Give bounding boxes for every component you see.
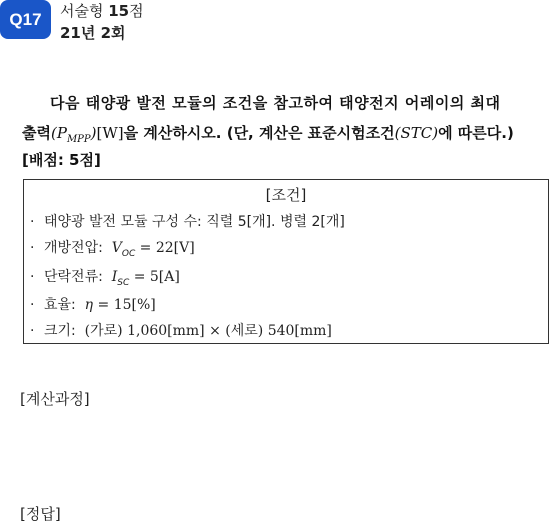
condition-efficiency: · 효율: η = 15[%] — [30, 297, 156, 313]
question-line-1: 다음 태양광 발전 모듈의 조건을 참고하여 태양전지 어레이의 최대 — [50, 94, 501, 112]
question-number-badge: Q17 — [0, 0, 51, 39]
condition-module-count: · 태양광 발전 모듈 구성 수: 직렬 5[개]. 병렬 2[개] — [30, 214, 345, 230]
answer-label: [정답] — [20, 505, 61, 523]
condition-short-current: · 단락전류: $I_{SC} = 5[A]$ — [30, 269, 180, 288]
question-line-2: 출력$(P_{MPP})[W]$을 계산하시오. (단, 계산은 표준시험조건(STC)에 따른다.) — [22, 124, 514, 145]
conditions-box — [23, 179, 549, 344]
exam-year: 21년 2회 — [60, 24, 126, 42]
conditions-title: [조건] — [265, 186, 307, 204]
question-type: 서술형 15점 — [60, 2, 144, 20]
score-label: [배점: 5점] — [22, 151, 101, 169]
calculation-process-label: [계산과정] — [20, 390, 90, 408]
condition-open-voltage: · 개방전압: $V_{OC} = 22[V]$ — [30, 240, 195, 259]
question-text — [22, 88, 554, 155]
condition-size: · 크기: (가로) 1,060[mm] × (세로) 540[mm] — [30, 323, 332, 339]
